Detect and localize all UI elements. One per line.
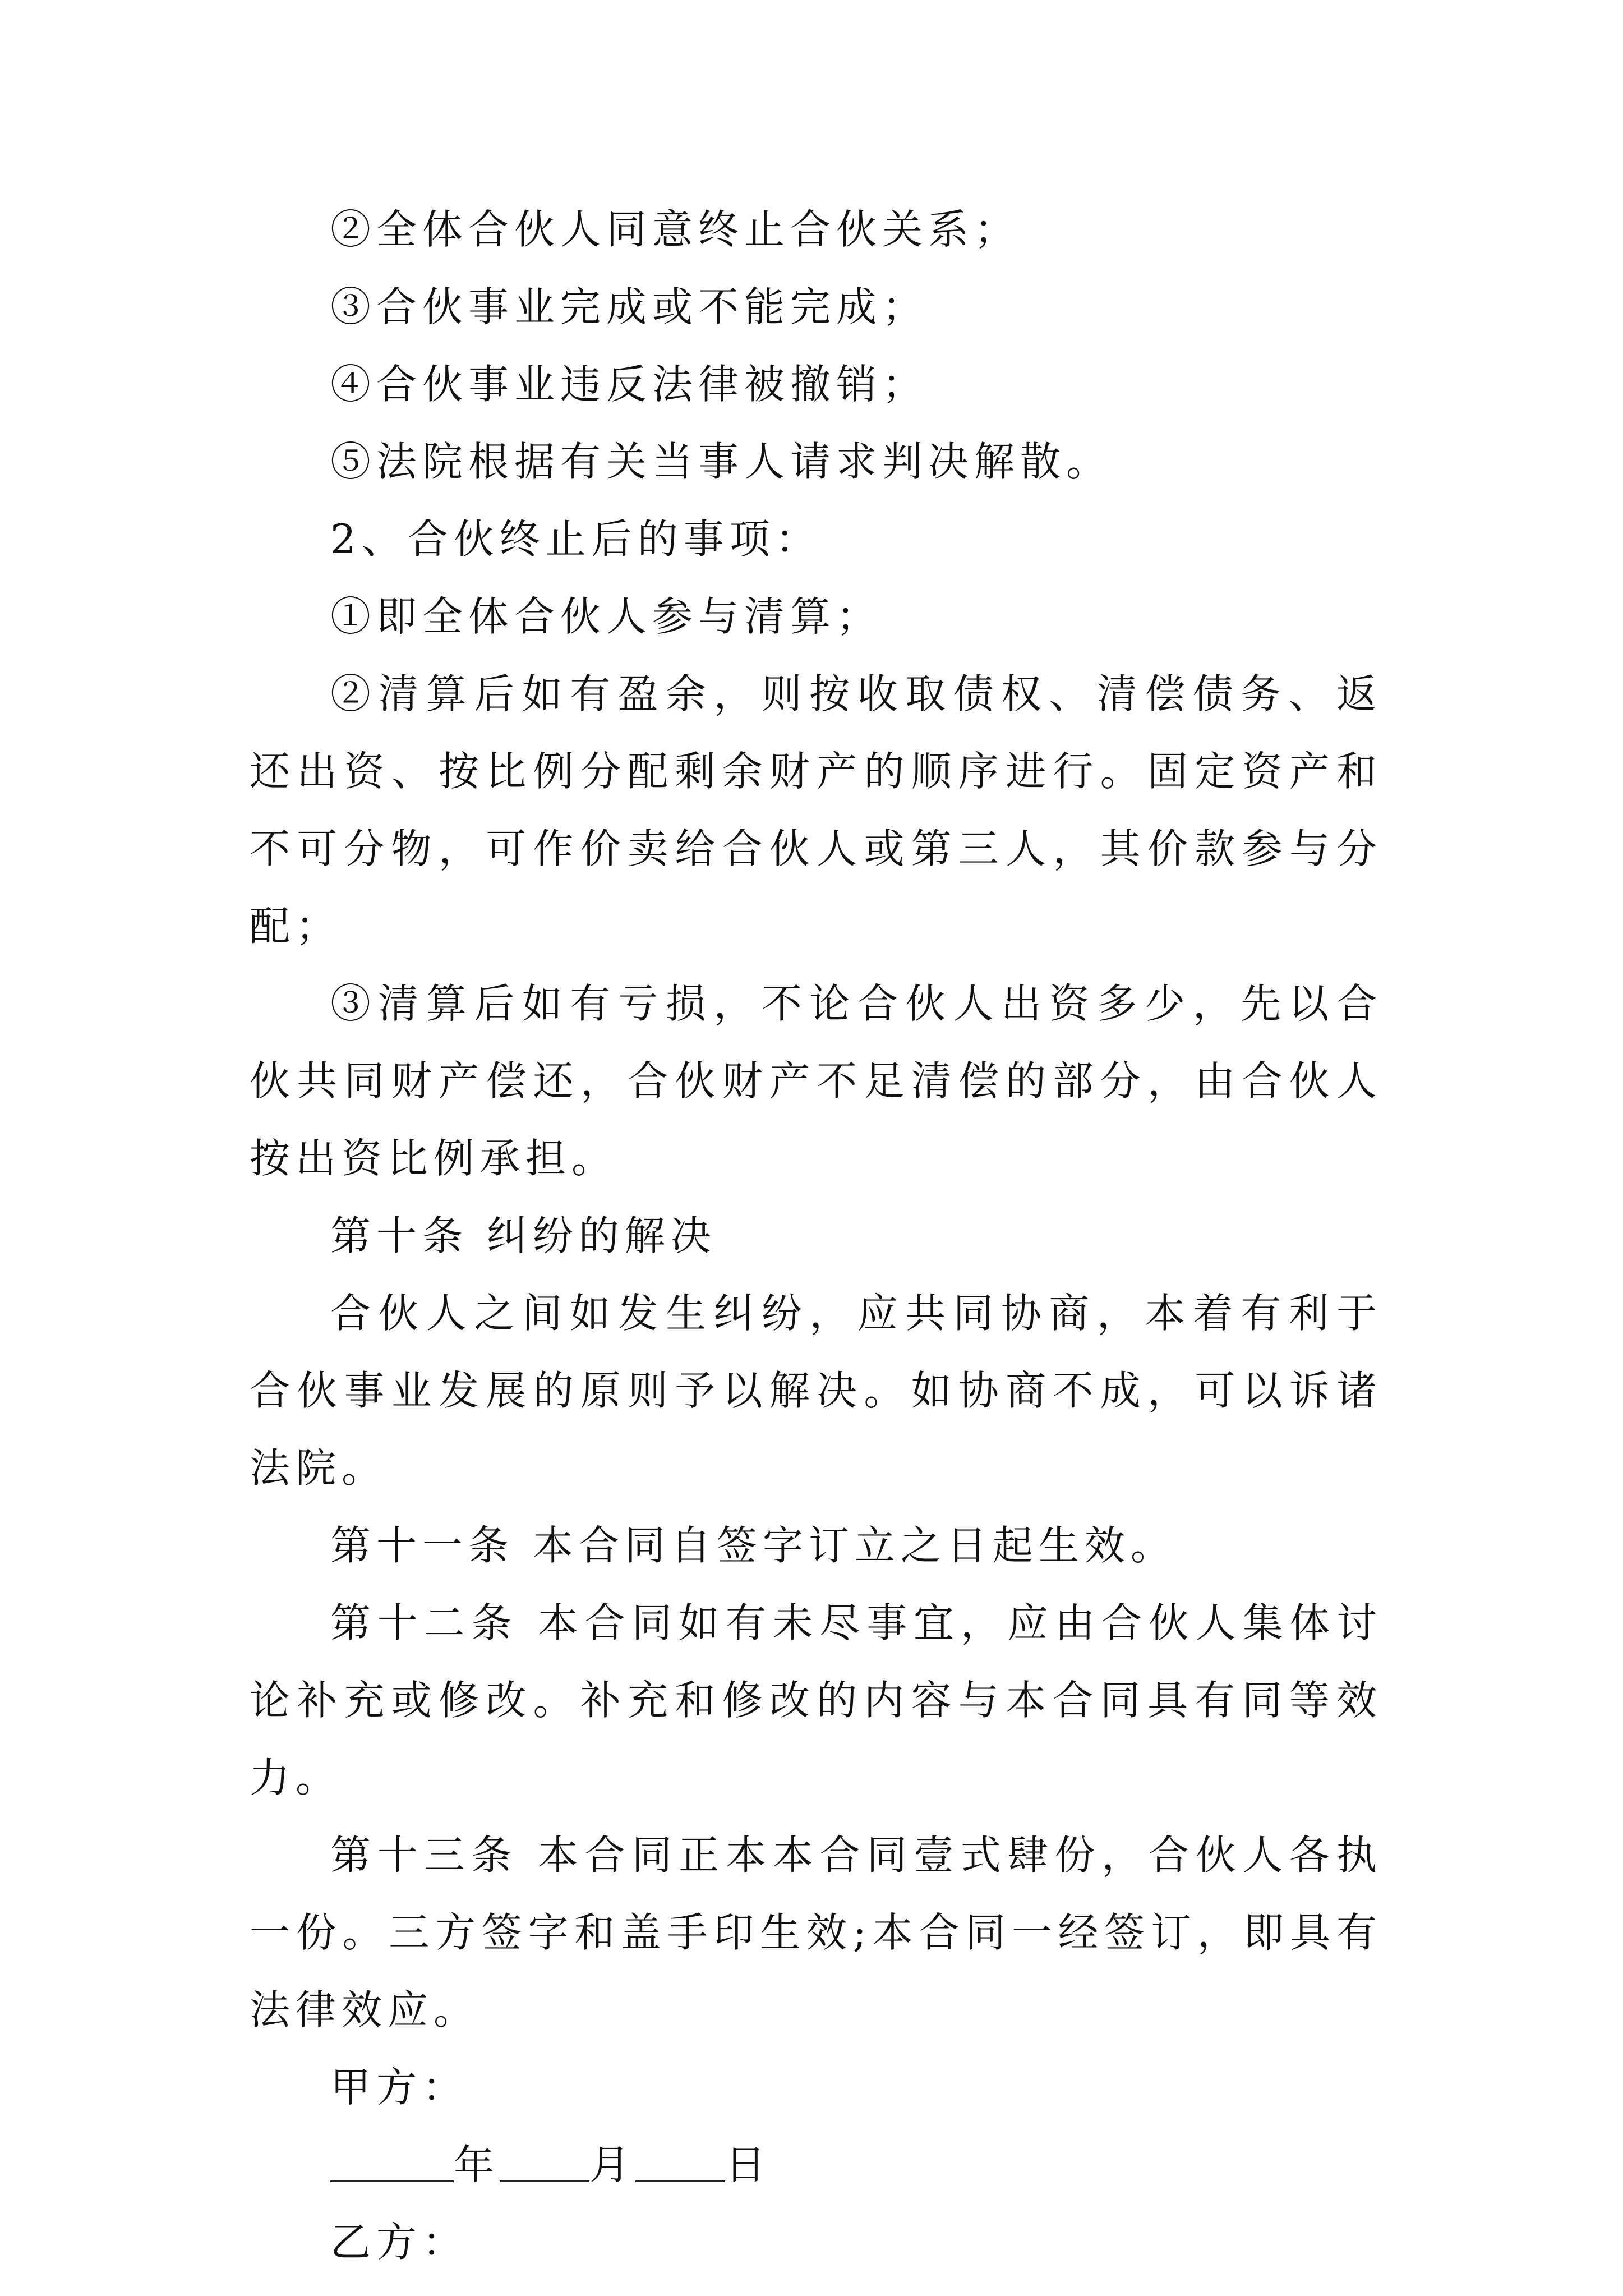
- article-10-heading: 第十条 纠纷的解决: [330, 1212, 717, 1259]
- clause-item-2: ②全体合伙人同意终止合伙关系；: [330, 206, 1021, 253]
- document-body: [250, 191, 1382, 2281]
- day-blank[interactable]: [635, 2140, 725, 2182]
- article-12: 第十二条 本合同如有未尽事宜，应由合伙人集体讨论补充或修改。补充和修改的内容与本合同具有同等效力。: [250, 1599, 1382, 1801]
- termination-item-1: ①即全体合伙人参与清算；: [330, 593, 883, 640]
- article-13: 第十三条 本合同正本本合同壹式肆份，合伙人各执一份。三方签字和盖手印生效;本合同一经签订，即具有法律效应。: [250, 1832, 1382, 2033]
- termination-item-2: ②清算后如有盈余，则按收取债权、清偿债务、返还出资、按比例分配剩余财产的顺序进行。固定资产和不可分物，可作价卖给合伙人或第三人，其价款参与分配；: [250, 670, 1382, 950]
- article-10-body: 合伙人之间如发生纠纷，应共同协商，本着有利于合伙事业发展的原则予以解决。如协商不成，可以诉诸法院。: [250, 1290, 1382, 1492]
- clause-item-4: ④合伙事业违反法律被撤销；: [330, 361, 929, 408]
- party-a-label: 甲方：: [330, 2064, 469, 2111]
- day-label: 日: [725, 2141, 772, 2188]
- date-line: [250, 2126, 1382, 2203]
- month-blank[interactable]: [500, 2140, 589, 2182]
- year-label: 年: [454, 2141, 500, 2188]
- clause-item-5: ⑤法院根据有关当事人请求判决解散。: [330, 438, 1113, 485]
- article-11: 第十一条 本合同自签字订立之日起生效。: [330, 1522, 1177, 1569]
- party-b-label: 乙方：: [330, 2219, 469, 2266]
- termination-item-3: ③清算后如有亏损，不论合伙人出资多少，先以合伙共同财产偿还，合伙财产不足清偿的部分，由合伙人按出资比例承担。: [250, 980, 1382, 1182]
- month-label: 月: [589, 2141, 636, 2188]
- year-blank[interactable]: [330, 2140, 454, 2182]
- clause-item-3: ③合伙事业完成或不能完成；: [330, 283, 929, 330]
- section-heading-termination-matters: 2、合伙终止后的事项：: [330, 516, 822, 563]
